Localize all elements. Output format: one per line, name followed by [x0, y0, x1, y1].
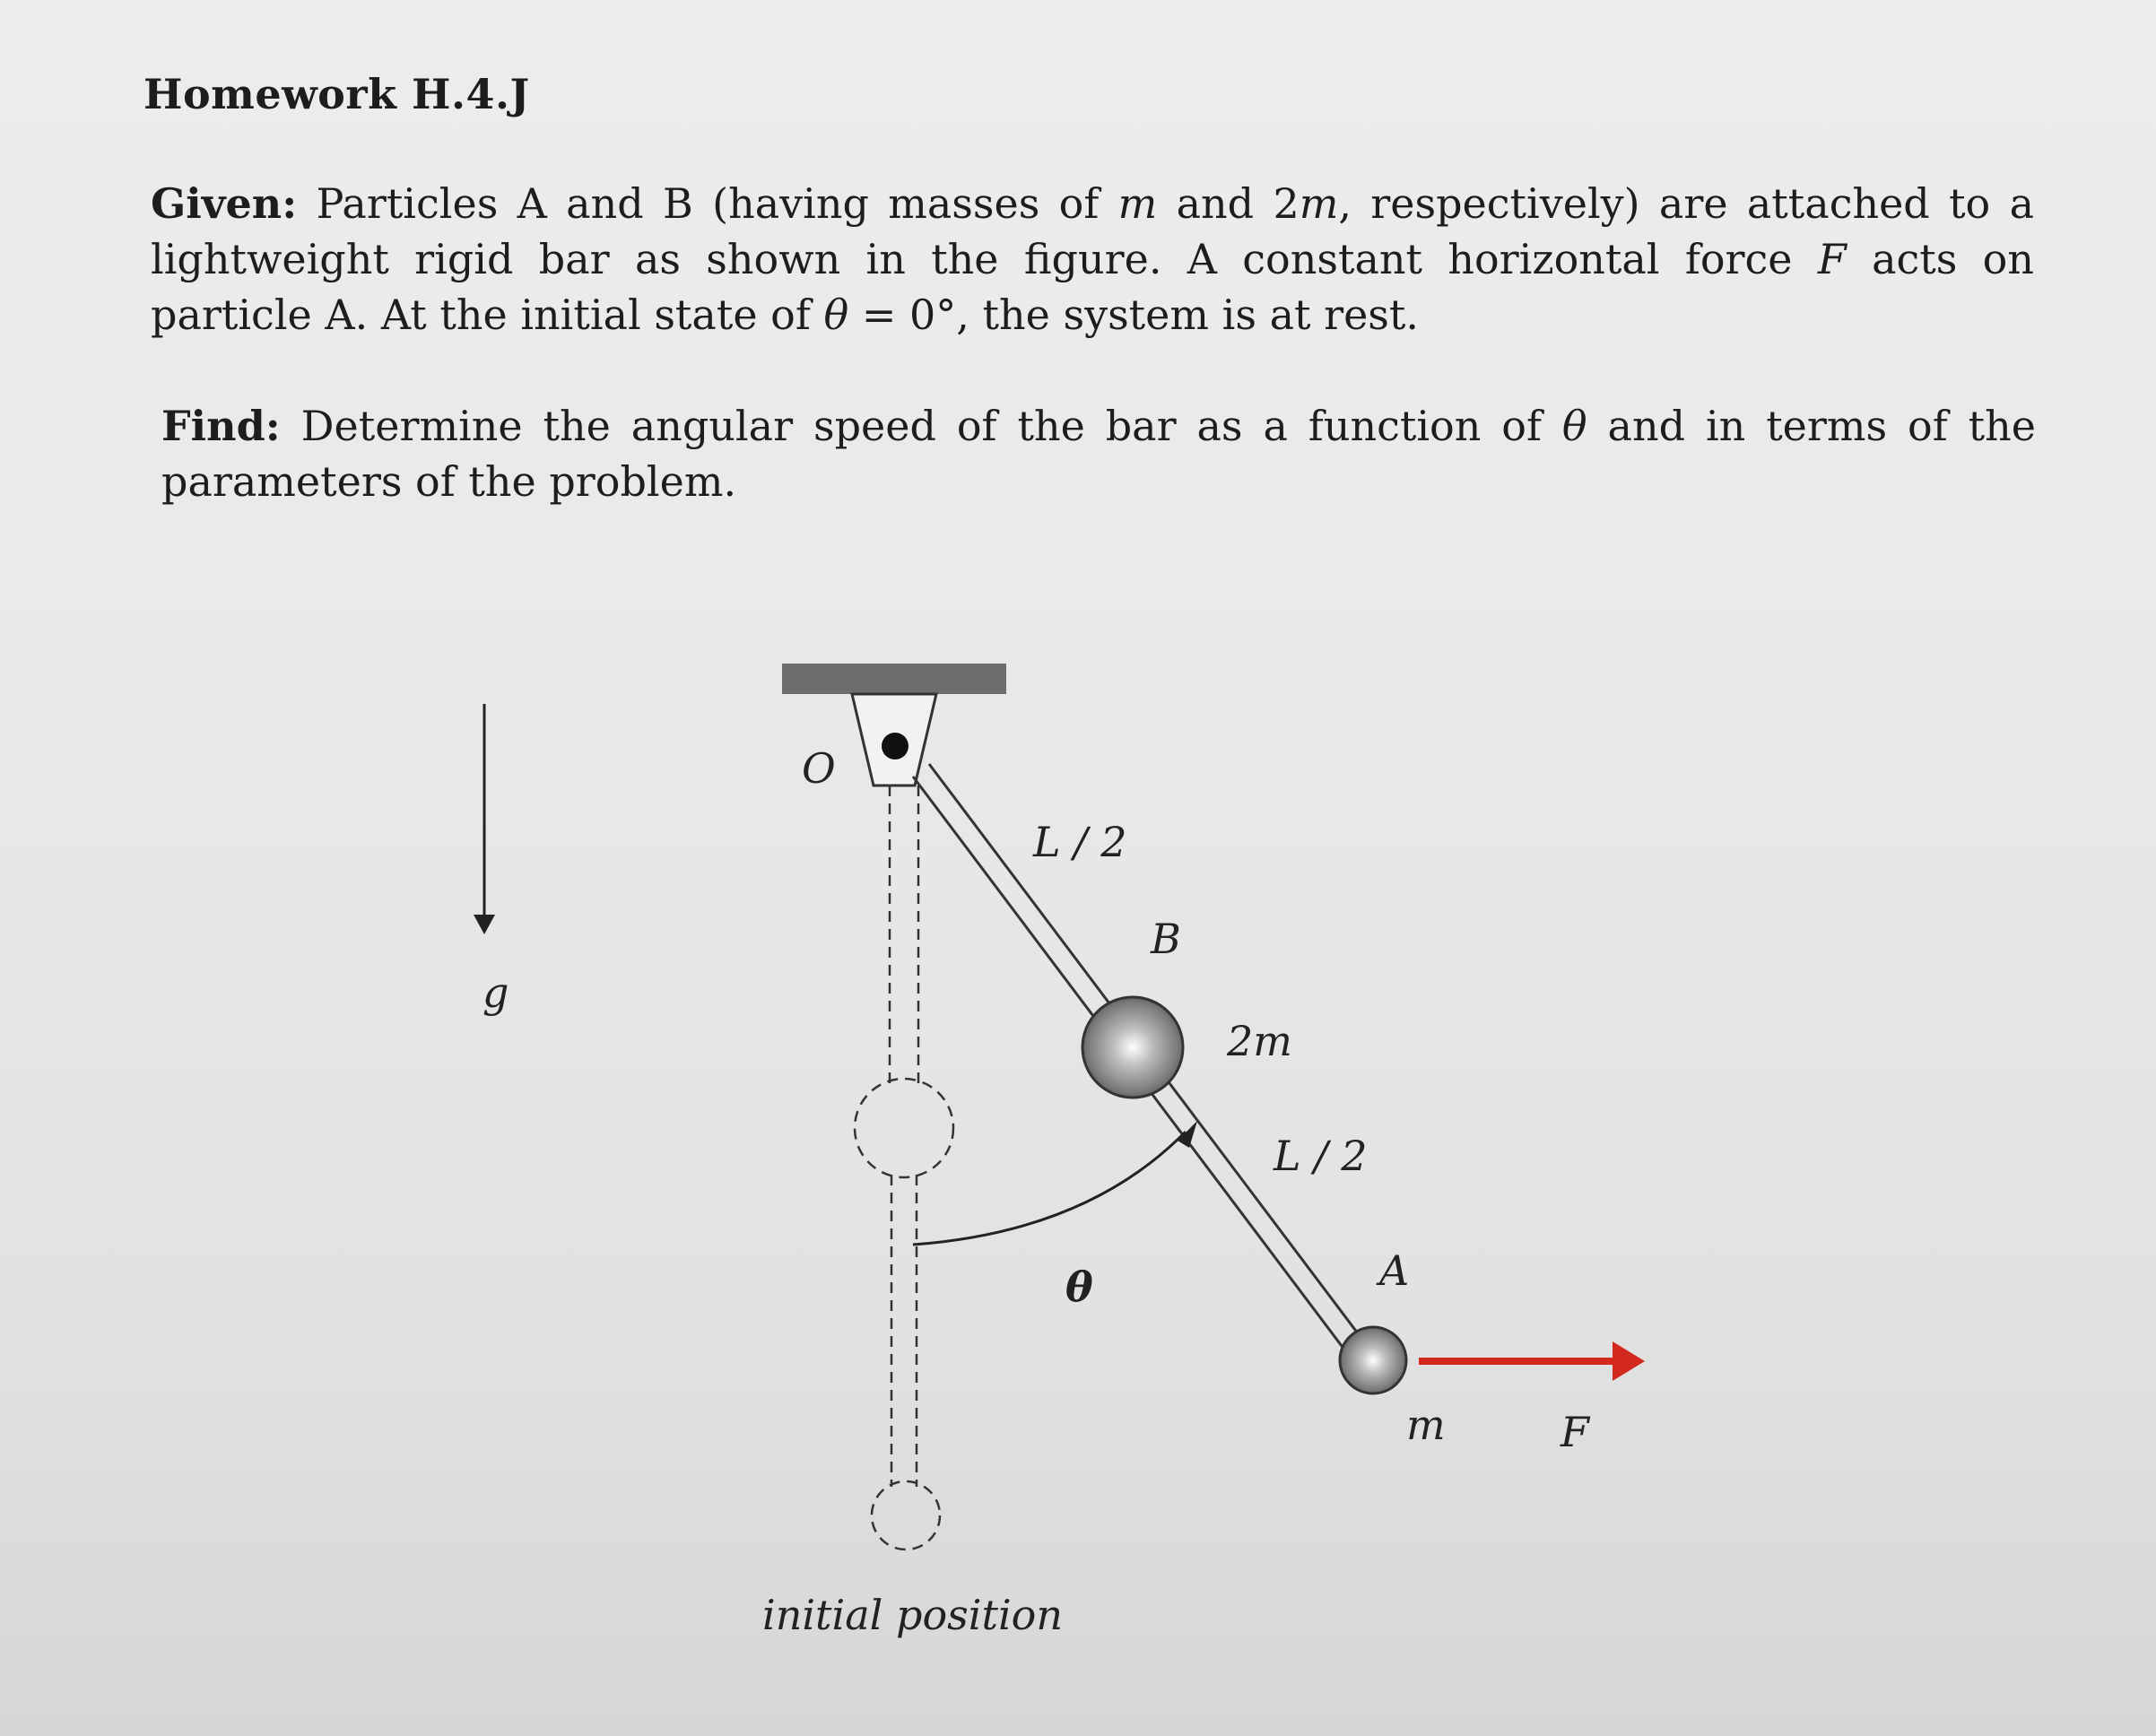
pivot-label: O	[802, 744, 836, 793]
given-theta-symbol: θ	[823, 291, 849, 339]
pivot-point	[882, 733, 908, 760]
given-text-5: = 0°, the system is at rest.	[848, 291, 1420, 339]
given-mass-symbol-1: m	[1117, 179, 1158, 228]
find-text-1: Determine the angular speed of the bar as a function of	[300, 402, 1562, 450]
particle-a-label: A	[1379, 1246, 1410, 1295]
gravity-label: g	[482, 968, 509, 1017]
particle-a	[1340, 1327, 1406, 1393]
particle-b	[1082, 997, 1183, 1098]
given-label: Given:	[151, 179, 298, 228]
force-label: F	[1560, 1408, 1589, 1456]
given-text-2: and 2	[1157, 179, 1300, 228]
initial-position-caption: initial position	[762, 1591, 1063, 1639]
ceiling-support	[782, 664, 1006, 694]
initial-particle-b	[855, 1079, 953, 1177]
given-text-3: , respectively) are attached to a lightweight rigid bar as shown in the figure. A constant horizontal force	[151, 179, 2035, 283]
given-text-1: Particles A and B (having masses of	[316, 179, 1118, 228]
initial-position-bar	[855, 786, 953, 1549]
mass-a-label: m	[1406, 1401, 1446, 1449]
find-text-2: and in terms of the parameters of the problem.	[161, 402, 2037, 506]
particle-b-label: B	[1151, 915, 1181, 963]
given-mass-symbol-2: m	[1299, 179, 1339, 228]
given-force-symbol: F	[1817, 235, 1847, 283]
upper-length-label: L / 2	[1033, 818, 1127, 866]
force-arrow	[1419, 1341, 1645, 1381]
find-label: Find:	[161, 402, 281, 450]
mass-b-label: 2m	[1227, 1017, 1292, 1065]
find-theta-symbol: θ	[1561, 402, 1587, 450]
angle-label: θ	[1065, 1263, 1093, 1311]
lower-length-label: L / 2	[1274, 1132, 1368, 1180]
given-text-4: acts on particle A. At the initial state of	[151, 235, 2034, 339]
initial-particle-a	[872, 1481, 940, 1549]
page-title: Homework H.4.J	[143, 70, 530, 118]
gravity-arrow	[474, 704, 495, 934]
angle-arc	[913, 1121, 1197, 1245]
